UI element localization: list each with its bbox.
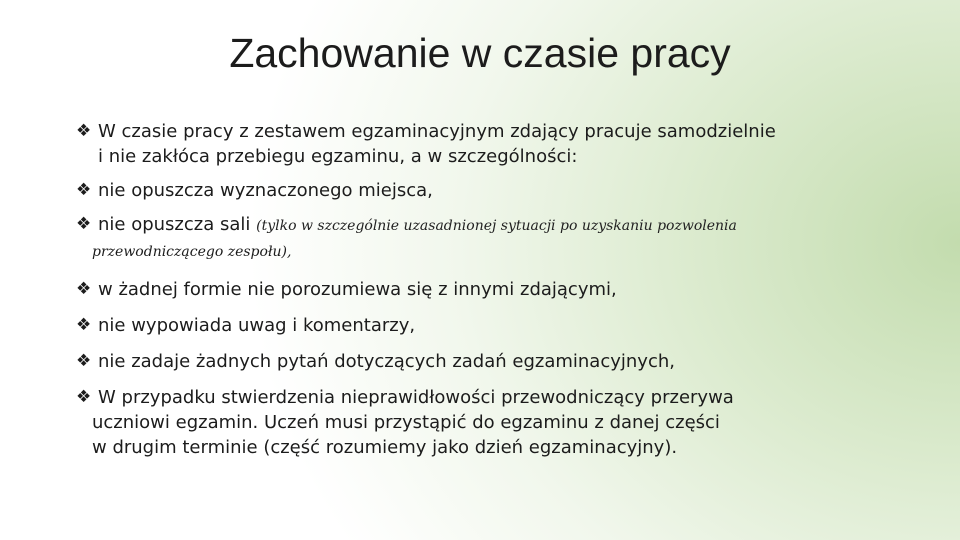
diamond-bullet-icon: ❖: [76, 214, 92, 234]
list-item-text: nie opuszcza sali: [98, 214, 257, 235]
list-item-text-continued: w drugim terminie (część rozumiemy jako dzień egzaminacyjny).: [92, 437, 678, 458]
list-item: [76, 178, 876, 203]
list-item-note: (tylko w szczególnie uzasadnionej sytuacji po uzyskaniu pozwolenia: [256, 218, 737, 234]
list-item: [76, 277, 876, 302]
diamond-bullet-icon: ❖: [76, 279, 92, 299]
diamond-bullet-icon: ❖: [76, 387, 92, 407]
diamond-bullet-icon: ❖: [76, 351, 92, 371]
diamond-bullet-icon: ❖: [76, 121, 92, 141]
bullet-list: [76, 119, 876, 460]
list-item-note-continued: przewodniczącego zespołu),: [92, 244, 292, 260]
list-item: [76, 119, 876, 169]
list-item: [76, 349, 876, 374]
diamond-bullet-icon: ❖: [76, 315, 92, 335]
list-item-text-continued: uczniowi egzamin. Uczeń musi przystąpić do egzaminu z danej części: [92, 412, 720, 433]
list-item-text: nie zadaje żadnych pytań dotyczących zadań egzaminacyjnych,: [98, 351, 675, 372]
list-item: [76, 212, 876, 264]
list-item-text: nie wypowiada uwag i komentarzy,: [98, 315, 416, 336]
slide-title: Zachowanie w czasie pracy: [229, 30, 731, 76]
list-item-text: W czasie pracy z zestawem egzaminacyjnym zdający pracuje samodzielnie: [98, 121, 776, 142]
list-item-text: nie opuszcza wyznaczonego miejsca,: [98, 180, 433, 201]
list-item-text-continued: i nie zakłóca przebiegu egzaminu, a w szczególności:: [98, 146, 578, 167]
list-item-text: W przypadku stwierdzenia nieprawidłowości przewodniczący przerywa: [98, 387, 734, 408]
diamond-bullet-icon: ❖: [76, 180, 92, 200]
list-item: [76, 385, 876, 460]
list-item: [76, 313, 876, 338]
list-item-text: w żadnej formie nie porozumiewa się z innymi zdającymi,: [98, 279, 617, 300]
